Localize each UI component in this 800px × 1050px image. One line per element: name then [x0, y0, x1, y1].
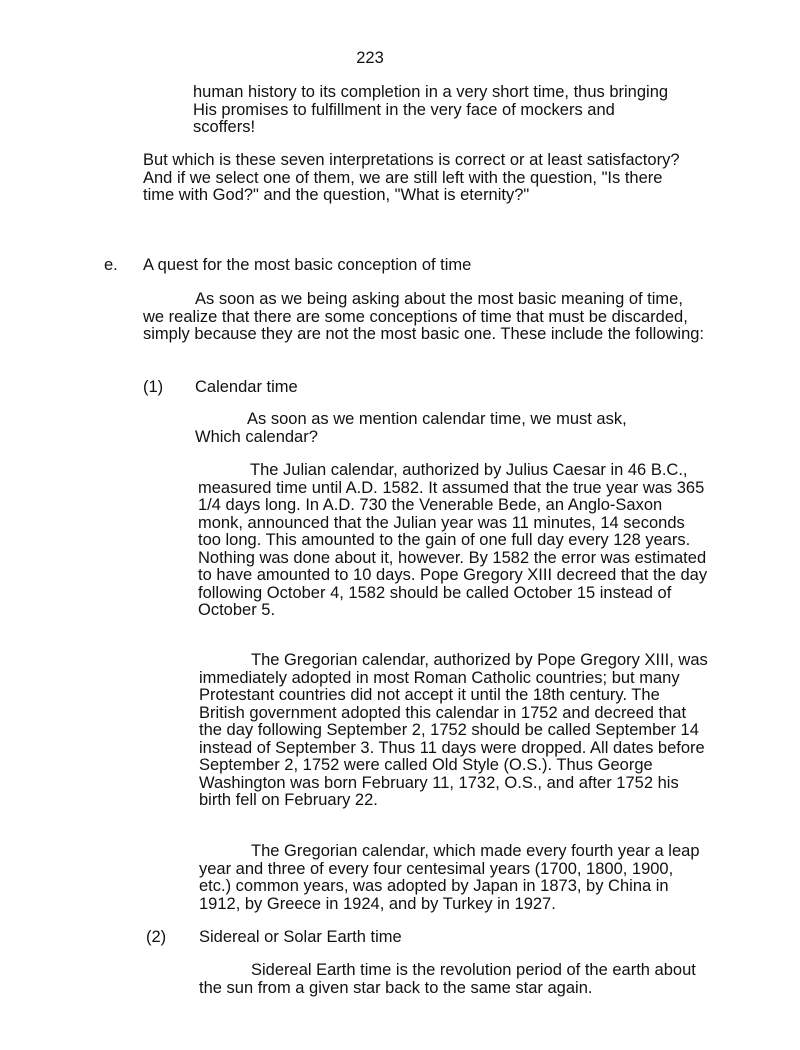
subsection-2-marker: (2): [146, 928, 167, 946]
subsection-2-heading: Sidereal or Solar Earth time: [199, 928, 402, 946]
paragraph-but-which: But which is these seven interpretations is correct or at least satisfactory? And if we select one of them, we are still left with the question, "Is there time with God?" and the question, "What is eternity?": [143, 151, 680, 204]
paragraph-human-history: human history to its completion in a very short time, thus bringing His promises to fulfillment in the very face of mockers and scoffers!: [193, 83, 669, 136]
subsection-1-heading: Calendar time: [195, 378, 298, 396]
section-e-heading: A quest for the most basic conception of time: [143, 256, 472, 274]
paragraph-gregorian-adoption: The Gregorian calendar, which made every fourth year a leap year and three of every four centesimal years (1700, 1800, 1900, etc.) common years, was adopted by Japan in 1873, by China in 1912, by Greece in 1924, and by Turkey in 1927.: [199, 842, 700, 913]
paragraph-gregorian-calendar: The Gregorian calendar, authorized by Pope Gregory XIII, was immediately adopted in most Roman Catholic countries; but many Protestant countries did not accept it until the 18th century. The British government adopted this calendar in 1752 and decreed that the day following September 2, 1752 should be called September 14 instead of September 3. Thus 11 days were dropped. All dates before September 2, 1752 were called Old Style (O.S.). Thus George Washington was born February 11, 1732, O.S., and after 1752 his birth fell on February 22.: [199, 651, 708, 809]
paragraph-calendar-mention: As soon as we mention calendar time, we must ask, Which calendar?: [195, 410, 627, 446]
subsection-1-marker: (1): [143, 378, 164, 396]
paragraph-sidereal-time: Sidereal Earth time is the revolution period of the earth about the sun from a given star back to the same star again.: [199, 961, 696, 997]
page-number: 223: [356, 49, 384, 67]
section-e-marker: e.: [104, 256, 118, 274]
paragraph-basic-meaning: As soon as we being asking about the most basic meaning of time, we realize that there are some conceptions of time that must be discarded, simply because they are not the most basic one. These include the following:: [143, 290, 705, 343]
paragraph-julian-calendar: The Julian calendar, authorized by Julius Caesar in 46 B.C., measured time until A.D. 1582. It assumed that the true year was 365 1/4 days long. In A.D. 730 the Venerable Bede, an Anglo-Saxon monk, announced that the Julian year was 11 minutes, 14 seconds too long. This amounted to the gain of one full day every 128 years. Nothing was done about it, however. By 1582 the error was estimated to have amounted to 10 days. Pope Gregory XIII decreed that the day following October 4, 1582 should be called October 15 instead of October 5.: [198, 461, 708, 619]
